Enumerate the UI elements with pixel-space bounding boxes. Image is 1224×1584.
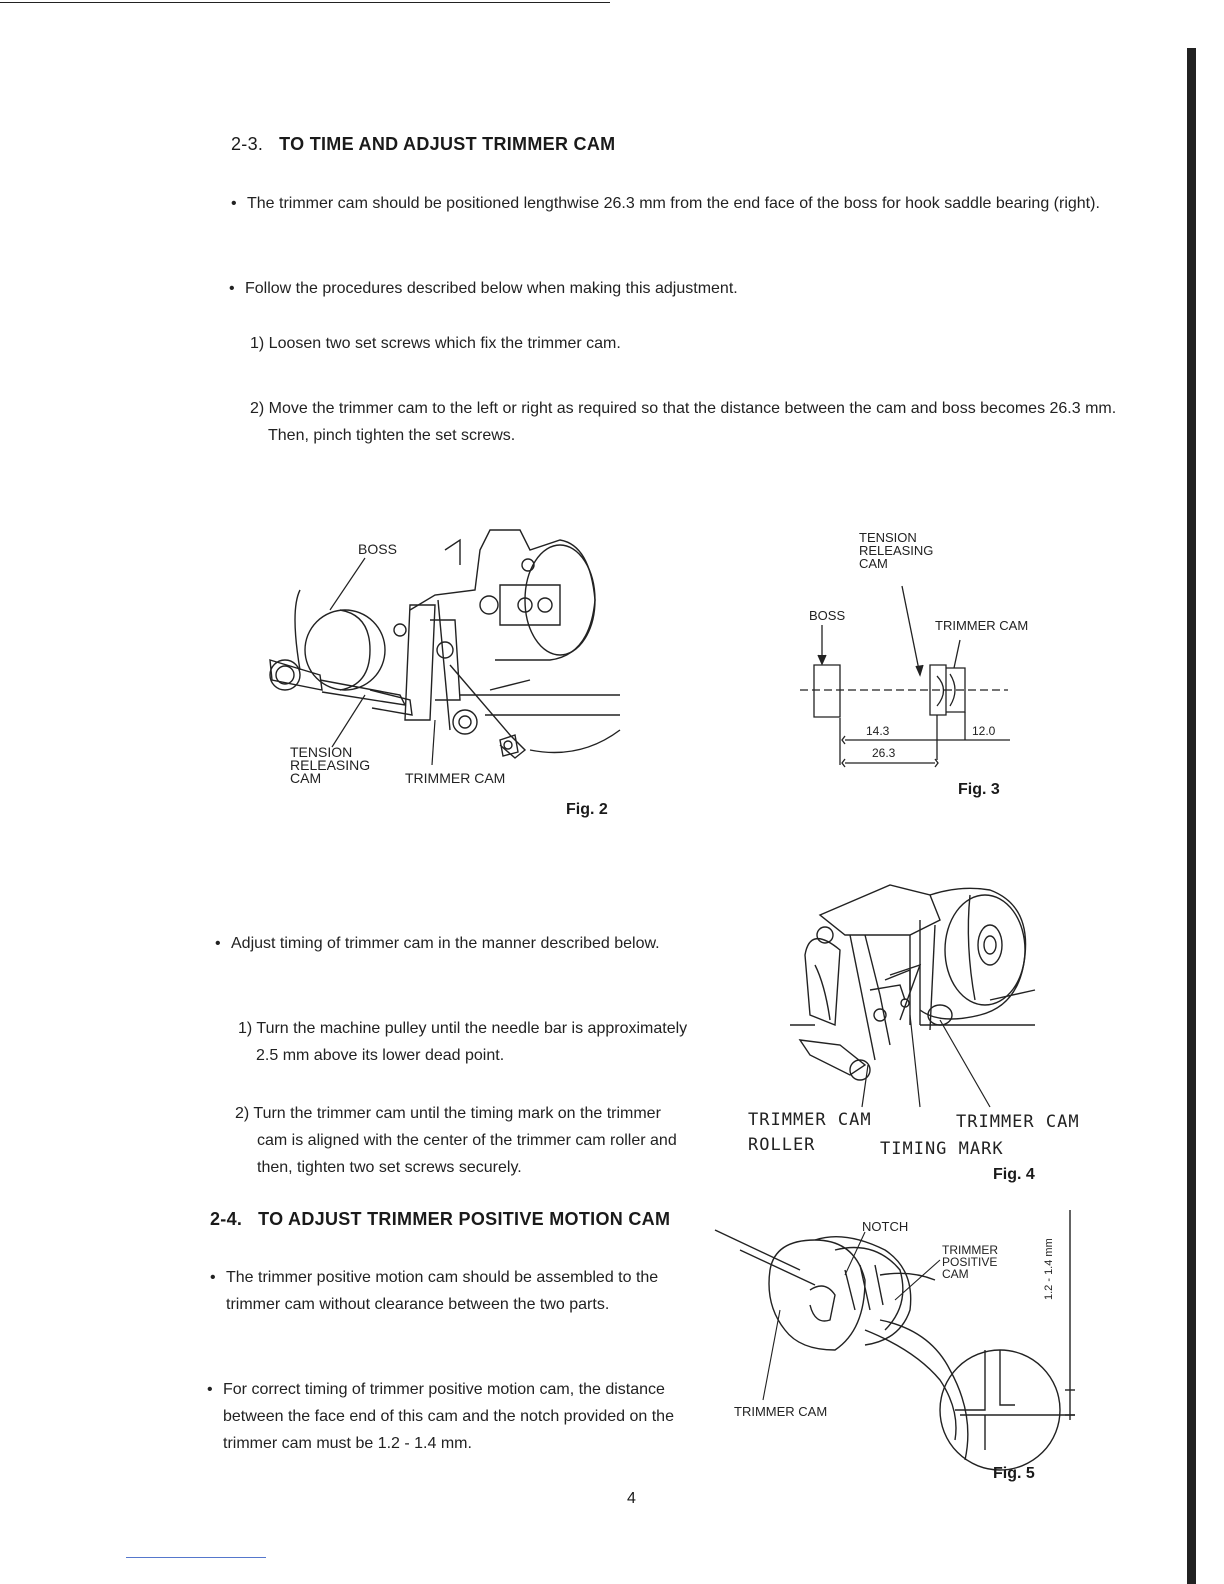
- fig3-caption: Fig. 3: [958, 781, 1000, 798]
- fig4-label-trimmer-cam: TRIMMER CAM: [956, 1112, 1080, 1132]
- fig4-roller-line2: ROLLER: [748, 1135, 816, 1155]
- top-border-line: [0, 2, 610, 3]
- fig3-tension-line2: RELEASING: [859, 543, 934, 558]
- section-2-4-number: 2-4.: [210, 1209, 243, 1229]
- step-loosen-screws: 1) Loosen two set screws which fix the trimmer cam.: [250, 335, 621, 352]
- fig2-tension-line1: TENSION: [290, 744, 353, 760]
- bullet-follow-procedures: • Follow the procedures described below when making this adjustment.: [245, 275, 1105, 302]
- fig3-tension-line1: TENSION: [859, 530, 917, 545]
- fig4-roller-line1: TRIMMER CAM: [748, 1110, 872, 1130]
- fig5-positive-line3: CAM: [942, 1267, 969, 1281]
- bottom-rule: [126, 1557, 266, 1558]
- fig3-label-tension-cam: [859, 531, 933, 570]
- bullet-positive-cam-timing: • For correct timing of trimmer positive motion cam, the distance between the face end of this cam and the notch provided on the trimmer cam must be 1.2 - 1.4 mm.: [223, 1376, 698, 1457]
- page-number: 4: [627, 1490, 636, 1507]
- fig3-dim-26-3: 26.3: [872, 746, 896, 760]
- section-2-3-heading: [231, 134, 615, 155]
- fig3-label-boss: BOSS: [809, 608, 846, 623]
- step-move-cam: 2) Move the trimmer cam to the left or right as required so that the distance between the cam and boss becomes 26.3 mm. Then, pinch tighten the set screws.: [250, 400, 1117, 444]
- section-2-3-number: 2-3.: [231, 134, 264, 154]
- fig4-label-timing-mark: TIMING MARK: [880, 1139, 1004, 1159]
- step-turn-pulley: 1) Turn the machine pulley until the needle bar is approximately 2.5 mm above its lower dead point.: [238, 1020, 688, 1064]
- fig5-dimension-label: 1.2 - 1.4 mm: [1043, 1238, 1055, 1300]
- fig2-label-tension-cam: [290, 746, 370, 785]
- fig5-caption: Fig. 5: [993, 1465, 1035, 1482]
- section-2-3-title: TO TIME AND ADJUST TRIMMER CAM: [279, 134, 616, 154]
- fig2-label-boss: BOSS: [358, 541, 397, 557]
- fig5-positive-line2: POSITIVE: [942, 1255, 998, 1269]
- fig2-tension-line2: RELEASING: [290, 757, 371, 773]
- fig5-label-trimmer-cam: TRIMMER CAM: [734, 1404, 828, 1419]
- fig5-positive-line1: TRIMMER: [942, 1243, 998, 1257]
- fig3-dimension-diagram: [790, 580, 1020, 770]
- section-2-4-heading: [210, 1209, 670, 1230]
- fig2-tension-line3: CAM: [290, 770, 322, 786]
- fig5-label-notch: NOTCH: [862, 1219, 909, 1234]
- fig4-illustration: [790, 875, 1040, 1105]
- bullet-positive-cam-assembled: • The trimmer positive motion cam should be assembled to the trimmer cam without clearance between the two parts.: [226, 1264, 701, 1318]
- fig2-caption: Fig. 2: [566, 801, 608, 818]
- section-2-4-title: TO ADJUST TRIMMER POSITIVE MOTION CAM: [258, 1209, 671, 1229]
- fig2-label-trimmer-cam: TRIMMER CAM: [405, 770, 506, 786]
- fig4-label-roller: [748, 1108, 872, 1158]
- fig3-dim-14-3: 14.3: [866, 724, 890, 738]
- fig3-dim-12-0: 12.0: [972, 724, 996, 738]
- scan-edge-bar: [1187, 48, 1196, 1584]
- fig4-caption: Fig. 4: [993, 1166, 1035, 1183]
- fig5-illustration: [715, 1210, 1080, 1470]
- step-turn-cam: 2) Turn the trimmer cam until the timing mark on the trimmer cam is aligned with the center of the trimmer cam roller and then, tighten two set screws securely.: [235, 1105, 677, 1176]
- bullet-trimmer-position: • The trimmer cam should be positioned lengthwise 26.3 mm from the end face of the boss for hook saddle bearing (right).: [247, 190, 1117, 217]
- fig3-label-trimmer-cam: TRIMMER CAM: [935, 618, 1029, 633]
- bullet-adjust-timing: • Adjust timing of trimmer cam in the manner described below.: [231, 930, 701, 957]
- fig3-tension-line3: CAM: [859, 556, 888, 571]
